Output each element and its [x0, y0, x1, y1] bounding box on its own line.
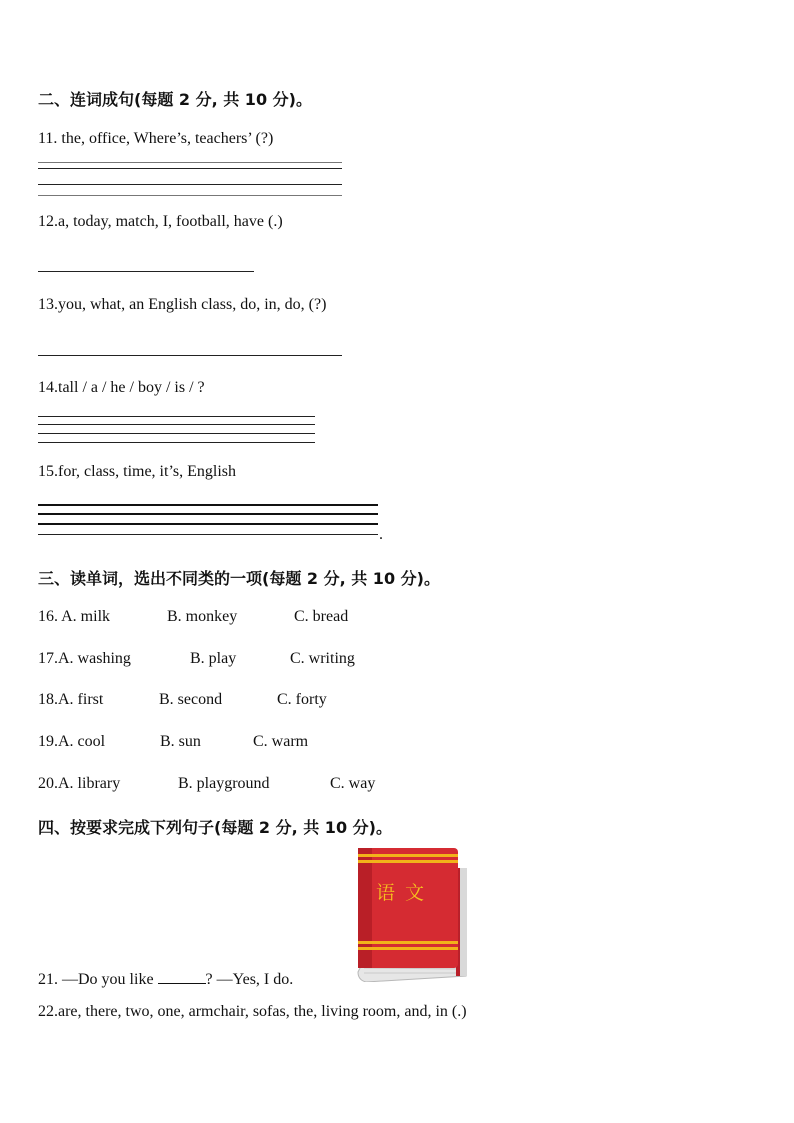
option-c: C. way: [330, 775, 376, 792]
option-b: B. second: [159, 691, 223, 708]
chinese-textbook-image: [356, 848, 470, 982]
question-21-reply: ? —Yes, I do.: [205, 971, 294, 988]
option-a: 20.A. library: [38, 775, 121, 792]
question-21: [38, 969, 293, 989]
answer-blank-21[interactable]: [158, 969, 206, 984]
option-a: 17.A. washing: [38, 650, 131, 667]
answer-line-13[interactable]: [38, 355, 342, 356]
option-a: 16. A. milk: [38, 608, 111, 625]
section-2-heading: 二、连词成句(每题 2 分, 共 10 分)。: [38, 90, 312, 109]
option-c: C. writing: [290, 650, 355, 667]
question-15: 15.for, class, time, it’s, English: [38, 463, 237, 480]
option-b: B. play: [190, 650, 237, 667]
option-b: B. playground: [178, 775, 270, 792]
option-a: 18.A. first: [38, 691, 104, 708]
option-c: C. bread: [294, 608, 349, 625]
option-c: C. warm: [253, 733, 309, 750]
question-21-prompt: 21. —Do you like: [38, 971, 154, 988]
option-c: C. forty: [277, 691, 327, 708]
option-a: 19.A. cool: [38, 733, 106, 750]
question-13: 13.you, what, an English class, do, in, do, (?): [38, 296, 327, 313]
question-11: 11. the, office, Where’s, teachers’ (?): [38, 130, 274, 147]
book-icon: [356, 848, 470, 982]
option-b: B. sun: [160, 733, 201, 750]
book-title: 语 文: [376, 882, 427, 904]
question-22: 22.are, there, two, one, armchair, sofas, the, living room, and, in (.): [38, 1003, 467, 1020]
question-14: 14.tall / a / he / boy / is / ?: [38, 379, 205, 396]
section-3-heading: 三、读单词，选出不同类的一项(每题 2 分, 共 10 分)。: [38, 569, 440, 588]
question-15-period: .: [379, 526, 383, 543]
question-12: 12.a, today, match, I, football, have (.): [38, 213, 283, 230]
section-4-heading: 四、按要求完成下列句子(每题 2 分, 共 10 分)。: [38, 818, 392, 837]
answer-line-12[interactable]: [38, 271, 254, 272]
option-b: B. monkey: [167, 608, 238, 625]
